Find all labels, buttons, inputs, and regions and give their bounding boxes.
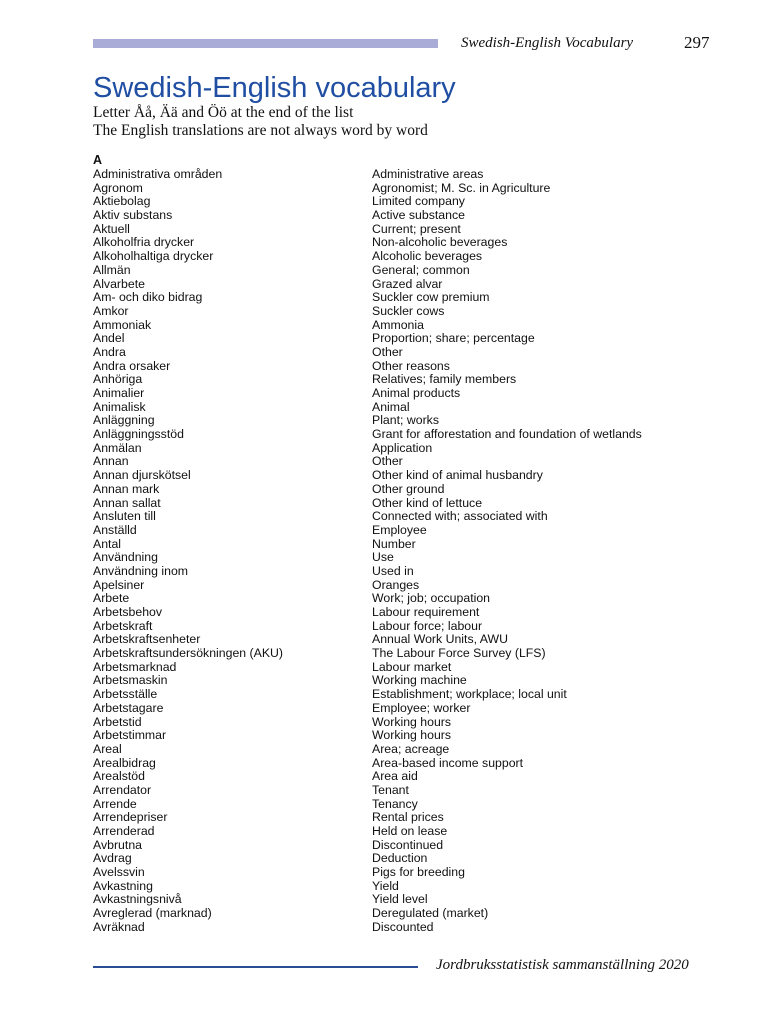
english-translation: Agronomist; M. Sc. in Agriculture bbox=[372, 180, 551, 195]
english-translation: Working machine bbox=[372, 673, 467, 688]
english-translation: Area; acreage bbox=[372, 741, 450, 756]
english-translation: Annual Work Units, AWU bbox=[372, 632, 508, 647]
english-translation: Application bbox=[372, 440, 433, 455]
swedish-term: Andel bbox=[93, 331, 125, 346]
vocab-entry bbox=[93, 278, 733, 292]
english-translation: Proportion; share; percentage bbox=[372, 331, 535, 346]
english-translation: Limited company bbox=[372, 194, 465, 209]
vocab-entry bbox=[93, 373, 733, 387]
vocab-entry bbox=[93, 592, 733, 606]
vocab-entry bbox=[93, 250, 733, 264]
swedish-term: Arbetsmaskin bbox=[93, 673, 168, 688]
swedish-term: Arrende bbox=[93, 796, 137, 811]
swedish-term: Annan bbox=[93, 454, 129, 469]
vocab-entry bbox=[93, 442, 733, 456]
english-translation: General; common bbox=[372, 262, 470, 277]
english-translation: Other reasons bbox=[372, 358, 450, 373]
swedish-term: Amkor bbox=[93, 303, 129, 318]
vocab-entry bbox=[93, 455, 733, 469]
swedish-term: Anläggningsstöd bbox=[93, 427, 184, 442]
running-title: Swedish-English Vocabulary bbox=[461, 35, 634, 51]
vocab-entry bbox=[93, 893, 733, 907]
vocab-entry bbox=[93, 907, 733, 921]
english-translation: Area aid bbox=[372, 769, 418, 784]
vocab-entry bbox=[93, 784, 733, 798]
english-translation: Yield bbox=[372, 878, 399, 893]
swedish-term: Apelsiner bbox=[93, 577, 145, 592]
swedish-term: Alvarbete bbox=[93, 276, 145, 291]
vocab-entry bbox=[93, 757, 733, 771]
vocab-entry bbox=[93, 743, 733, 757]
swedish-term: Ansluten till bbox=[93, 509, 156, 524]
swedish-term: Aktiebolag bbox=[93, 194, 151, 209]
english-translation: Oranges bbox=[372, 577, 420, 592]
english-translation: Labour force; labour bbox=[372, 618, 483, 633]
vocab-entry bbox=[93, 332, 733, 346]
vocab-entry bbox=[93, 209, 733, 223]
swedish-term: Agronom bbox=[93, 180, 143, 195]
swedish-term: Arbetstagare bbox=[93, 700, 164, 715]
english-translation: Non-alcoholic beverages bbox=[372, 235, 508, 250]
swedish-term: Animalisk bbox=[93, 399, 146, 414]
english-translation: The Labour Force Survey (LFS) bbox=[372, 646, 546, 661]
swedish-term: Allmän bbox=[93, 262, 131, 277]
swedish-term: Avelssvin bbox=[93, 865, 145, 880]
english-translation: Used in bbox=[372, 563, 414, 578]
vocab-entry bbox=[93, 483, 733, 497]
english-translation: Yield level bbox=[372, 892, 428, 907]
english-translation: Rental prices bbox=[372, 810, 444, 825]
english-translation: Other bbox=[372, 344, 403, 359]
swedish-term: Ammoniak bbox=[93, 317, 152, 332]
english-translation: Animal products bbox=[372, 386, 461, 400]
swedish-term: Arealbidrag bbox=[93, 755, 156, 770]
english-translation: Establishment; workplace; local unit bbox=[372, 687, 567, 702]
vocab-entry bbox=[93, 716, 733, 730]
english-translation: Held on lease bbox=[372, 824, 448, 838]
vocab-entry bbox=[93, 729, 733, 743]
english-translation: Current; present bbox=[372, 221, 461, 236]
swedish-term: Arbetskraftsundersökningen (AKU) bbox=[93, 646, 284, 661]
english-translation: Other kind of animal husbandry bbox=[372, 468, 543, 483]
swedish-term: Anhöriga bbox=[93, 372, 143, 387]
vocab-entry bbox=[93, 428, 733, 442]
intro bbox=[93, 104, 428, 140]
english-translation: Alcoholic beverages bbox=[372, 249, 483, 264]
swedish-term: Avkastning bbox=[93, 878, 153, 893]
english-translation: Number bbox=[372, 536, 416, 551]
swedish-term: Am- och diko bidrag bbox=[93, 290, 203, 305]
vocab-entry bbox=[93, 168, 733, 182]
swedish-term: Arrendepriser bbox=[93, 810, 168, 825]
english-translation: Tenant bbox=[372, 782, 409, 797]
swedish-term: Arbetsbehov bbox=[93, 605, 163, 619]
vocab-entry bbox=[93, 469, 733, 483]
swedish-term: Annan djurskötsel bbox=[93, 468, 191, 483]
vocab-entry bbox=[93, 551, 733, 565]
vocab-entry bbox=[93, 880, 733, 894]
english-translation: Use bbox=[372, 550, 394, 565]
english-translation: Discontinued bbox=[372, 837, 444, 852]
swedish-term: Annan mark bbox=[93, 481, 160, 496]
swedish-term: Avdrag bbox=[93, 851, 132, 866]
english-translation: Labour market bbox=[372, 659, 452, 674]
swedish-term: Arbetsmarknad bbox=[93, 659, 177, 674]
english-translation: Work; job; occupation bbox=[372, 591, 491, 606]
english-translation: Suckler cow premium bbox=[372, 290, 490, 305]
vocab-entry bbox=[93, 674, 733, 688]
vocab-entry bbox=[93, 647, 733, 661]
english-translation: Deregulated (market) bbox=[372, 906, 489, 921]
english-translation: Relatives; family members bbox=[372, 372, 517, 387]
swedish-term: Aktuell bbox=[93, 221, 130, 236]
swedish-term: Areal bbox=[93, 741, 122, 756]
swedish-term: Användning inom bbox=[93, 563, 189, 578]
intro-line: Letter Åå, Ää and Öö at the end of the list bbox=[93, 104, 354, 121]
swedish-term: Anmälan bbox=[93, 440, 142, 455]
english-translation: Employee; worker bbox=[372, 700, 471, 715]
swedish-term: Andra orsaker bbox=[93, 358, 171, 373]
vocab-entry bbox=[93, 661, 733, 675]
english-translation: Suckler cows bbox=[372, 303, 445, 318]
vocab-entry bbox=[93, 387, 733, 401]
vocab-entry bbox=[93, 798, 733, 812]
vocab-entry bbox=[93, 524, 733, 538]
swedish-term: Administrativa områden bbox=[93, 167, 223, 181]
vocab-entry bbox=[93, 401, 733, 415]
header-bar bbox=[93, 39, 438, 48]
page-number: 297 bbox=[684, 33, 710, 52]
vocab-entry bbox=[93, 565, 733, 579]
swedish-term: Arbetskraftsenheter bbox=[93, 632, 201, 647]
english-translation: Plant; works bbox=[372, 413, 439, 428]
swedish-term: Arbetstid bbox=[93, 714, 142, 729]
vocab-entry bbox=[93, 195, 733, 209]
swedish-term: Arbetstimmar bbox=[93, 728, 167, 743]
vocab-entry bbox=[93, 182, 733, 196]
english-translation: Administrative areas bbox=[372, 167, 484, 181]
vocab-entry bbox=[93, 620, 733, 634]
english-translation: Other kind of lettuce bbox=[372, 495, 483, 510]
swedish-term: Arbetskraft bbox=[93, 618, 153, 633]
vocab-entry bbox=[93, 223, 733, 237]
vocab-entry bbox=[93, 538, 733, 552]
intro-line: The English translations are not always word by word bbox=[93, 122, 428, 139]
english-translation: Grazed alvar bbox=[372, 276, 443, 291]
vocab-entry bbox=[93, 811, 733, 825]
swedish-term: Arbete bbox=[93, 591, 130, 606]
swedish-term: Arrenderad bbox=[93, 824, 155, 838]
english-translation: Animal bbox=[372, 399, 410, 414]
vocab-entry bbox=[93, 866, 733, 880]
english-translation: Employee bbox=[372, 522, 427, 537]
vocab-entry bbox=[93, 360, 733, 374]
english-translation: Grant for afforestation and foundation of wetlands bbox=[372, 427, 642, 442]
swedish-term: Anläggning bbox=[93, 413, 155, 428]
vocab-entry bbox=[93, 346, 733, 360]
swedish-term: Avreglerad (marknad) bbox=[93, 906, 212, 921]
english-translation: Connected with; associated with bbox=[372, 509, 548, 524]
english-translation: Working hours bbox=[372, 714, 452, 729]
english-translation: Ammonia bbox=[372, 317, 424, 332]
vocab-entry bbox=[93, 497, 733, 511]
vocab-entry bbox=[93, 579, 733, 593]
english-translation: Tenancy bbox=[372, 796, 418, 811]
vocab-entry bbox=[93, 414, 733, 428]
english-translation: Labour requirement bbox=[372, 605, 480, 619]
vocabulary-list bbox=[93, 168, 733, 935]
vocab-entry bbox=[93, 688, 733, 702]
vocab-entry bbox=[93, 305, 733, 319]
vocab-entry bbox=[93, 770, 733, 784]
vocab-entry bbox=[93, 839, 733, 853]
vocab-entry bbox=[93, 921, 733, 935]
vocab-entry bbox=[93, 852, 733, 866]
swedish-term: Avbrutna bbox=[93, 837, 142, 852]
english-translation: Deduction bbox=[372, 851, 428, 866]
footer-text: Jordbruksstatistisk sammanställning 2020 bbox=[436, 957, 689, 973]
swedish-term: Annan sallat bbox=[93, 495, 161, 510]
swedish-term: Animalier bbox=[93, 386, 145, 400]
english-translation: Other ground bbox=[372, 481, 445, 496]
swedish-term: Arbetsställe bbox=[93, 687, 158, 702]
english-translation: Active substance bbox=[372, 208, 465, 223]
vocab-entry bbox=[93, 633, 733, 647]
swedish-term: Aktiv substans bbox=[93, 208, 173, 223]
swedish-term: Antal bbox=[93, 536, 122, 551]
english-translation: Other bbox=[372, 454, 403, 469]
english-translation: Working hours bbox=[372, 728, 452, 743]
swedish-term: Avräknad bbox=[93, 919, 145, 934]
swedish-term: Alkoholhaltiga drycker bbox=[93, 249, 214, 264]
swedish-term: Anställd bbox=[93, 522, 137, 537]
swedish-term: Alkoholfria drycker bbox=[93, 235, 195, 250]
page-title: Swedish-English vocabulary bbox=[93, 72, 456, 104]
swedish-term: Arrendator bbox=[93, 782, 152, 797]
swedish-term: Andra bbox=[93, 344, 126, 359]
vocab-entry bbox=[93, 291, 733, 305]
swedish-term: Arealstöd bbox=[93, 769, 145, 784]
english-translation: Pigs for breeding bbox=[372, 865, 465, 880]
vocab-entry bbox=[93, 264, 733, 278]
vocab-entry bbox=[93, 702, 733, 716]
vocab-entry bbox=[93, 510, 733, 524]
english-translation: Discounted bbox=[372, 919, 434, 934]
vocab-entry bbox=[93, 319, 733, 333]
footer-line bbox=[93, 966, 418, 968]
vocab-entry bbox=[93, 236, 733, 250]
swedish-term: Avkastningsnivå bbox=[93, 892, 182, 907]
swedish-term: Användning bbox=[93, 550, 158, 565]
english-translation: Area-based income support bbox=[372, 755, 524, 770]
vocab-entry bbox=[93, 606, 733, 620]
vocab-entry bbox=[93, 825, 733, 839]
section-letter: A bbox=[93, 153, 103, 167]
